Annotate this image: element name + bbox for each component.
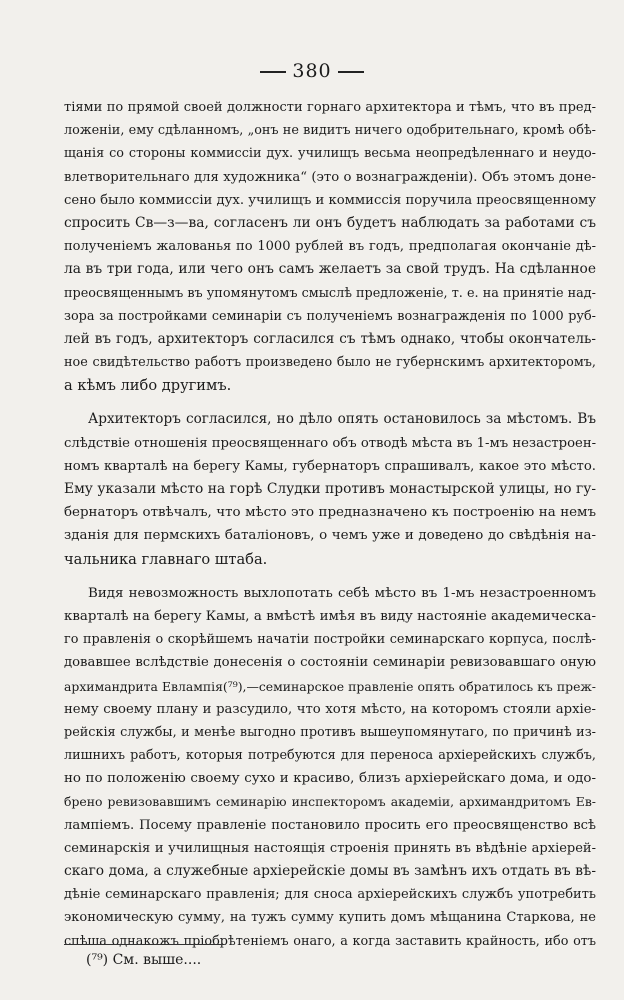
text-line: щанія со стороны коммиссіи дух. училищъ весьма неопредѣленнаго и неудо- [64,146,596,162]
text-line: зданія для пермскихъ баталіоновъ, о чемъ уже и доведено до свѣдѣнія на- [64,528,596,544]
text-line: лей въ годъ, архитекторъ согласился съ тѣмъ однако, чтобы окончатель- [64,330,596,347]
text-line: брено ревизовавшимъ семинарію инспекторомъ академіи, архимандритомъ Ев- [64,794,596,810]
text-line: преосвященнымъ въ упомянутомъ смыслѣ предложеніе, т. е. на принятіе над- [64,285,596,301]
text-line: скаго дома, а служебные архіерейскіе домы въ замѣнъ ихъ отдать въ вѣ- [64,863,596,879]
text-line: ложеніи, ему сдѣланномъ, „онъ не видитъ ничего одобрительнаго, кромѣ обѣ- [64,123,596,139]
text-line: полученіемъ жалованья по 1000 рублей въ годъ, предполагая окончаніе дѣ- [64,239,596,255]
text-line: лампіемъ. Посему правленіе постановило просить его преосвященство всѣ [64,817,596,833]
paragraph-3 [64,582,596,953]
page-number-dash-right [338,71,364,73]
text-line: а кѣмъ либо другимъ. [64,377,232,395]
text-line: лишнихъ работъ, которыя потребуются для переноса архіерейскихъ службъ, [64,748,596,764]
text-line: Архитекторъ согласился, но дѣло опять остановилось за мѣстомъ. Въ [88,411,596,428]
text-line: экономическую сумму, на тужъ сумму купить домъ мѣщанина Старкова, не [64,910,596,926]
text-line: Видя невозможность выхлопотать себѣ мѣсто въ 1-мъ незастроенномъ [88,585,596,601]
text-line: чальника главнаго штаба. [64,550,268,568]
text-line: довавшее вслѣдствіе донесенія о состояніи семинаріи ревизовавшаго оную [64,655,596,671]
text-line: архимандрита Евлампія(⁷⁹),—семинарское правленіе опять обратилось къ преж- [64,678,596,694]
text-line: ное свидѣтельство работъ произведено было не губернскимъ архитекторомъ, [64,355,596,371]
text-line: зора за постройками семинаріи съ полученіемъ вознагражденія по 1000 руб- [64,308,596,324]
text-line: сено было коммиссіи дух. училищъ и коммиссія поручила преосвященному [64,192,597,208]
text-line: спросить Св—з—ва, согласенъ ли онъ будетъ наблюдать за работами съ [64,214,596,231]
paragraph-1 [64,96,596,397]
page-number-dash-left [260,71,286,73]
page-number-text: 380 [292,60,332,82]
page-number [0,60,624,82]
text-line: ла въ три года, или чего онъ самъ желаетъ за свой трудъ. На сдѣланное [64,261,596,278]
text-line: семинарскія и училищныя настоящія строенія принять въ вѣдѣніе архіерей- [64,840,596,856]
text-line: дѣніе семинарскаго правленія; для сноса архіерейскихъ службъ употребить [64,887,596,903]
text-line: влетворительнаго для художника“ (это о вознагражденіи). Объ этомъ доне- [64,169,596,185]
text-line: спѣша однакожъ пріобрѣтеніемъ онаго, а когда заставить крайность, ибо отъ [64,933,596,949]
text-line: но по положенію своему сухо и красиво, близъ архіерейскаго дома, и одо- [64,771,596,787]
text-line: тіями по прямой своей должности горнаго архитектора и тѣмъ, что въ пред- [64,100,596,115]
text-line: кварталѣ на берегу Камы, а вмѣстѣ имѣя въ виду настояніе академическа- [64,608,596,624]
text-line: слѣдствіе отношенія преосвященнаго объ отводѣ мѣста въ 1-мъ незастроен- [64,435,597,451]
text-line: нему своему плану и разсудило, что хотя мѣсто, на которомъ стояли архіе- [64,701,596,717]
text-line: Ему указали мѣсто на горѣ Слудки противъ монастырской улицы, но гу- [64,481,596,497]
footnote: (⁷⁹) См. выше.... [86,952,202,968]
paragraph-2 [64,408,596,570]
text-line: номъ кварталѣ на берегу Камы, губернаторъ спрашивалъ, какое это мѣсто. [64,458,596,474]
body-text [64,96,596,953]
text-line: бернаторъ отвѣчалъ, что мѣсто это предназначено къ построенію на немъ [64,505,596,521]
text-line: го правленія о скорѣйшемъ начатіи постройки семинарскаго корпуса, послѣ- [64,632,596,648]
footnote-divider [64,944,224,945]
text-line: рейскія службы, и менѣе выгодно противъ вышеупомянутаго, по причинѣ из- [64,724,596,740]
